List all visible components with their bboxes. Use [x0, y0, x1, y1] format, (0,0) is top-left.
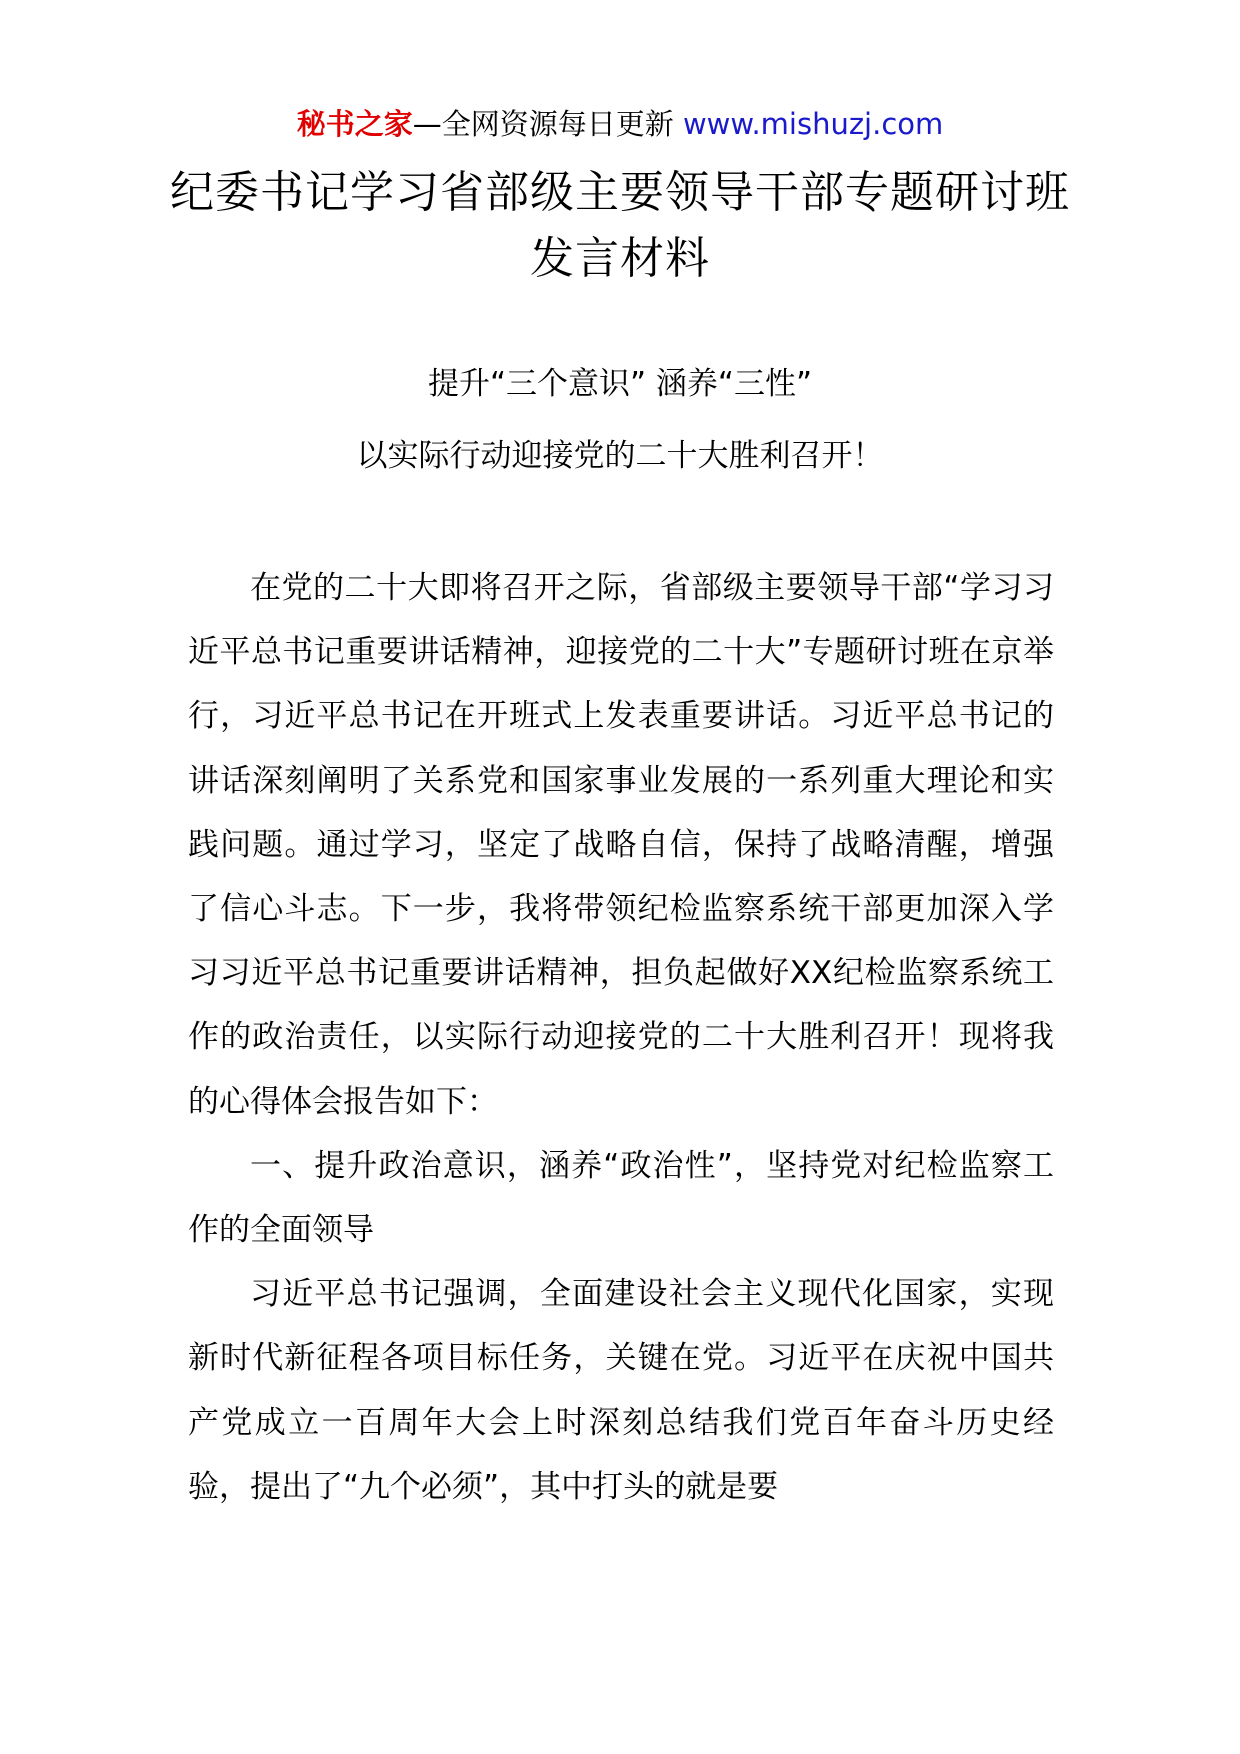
header-tagline: —全网资源每日更新 [412, 107, 674, 141]
brand-name: 秘书之家 [296, 107, 413, 141]
section-heading-1: 一、提升政治意识，涵养“政治性”，坚持党对纪检监察工作的全面领导 [188, 1147, 1054, 1249]
subtitle-line-1: 提升“三个意识” 涵养“三性” [427, 366, 813, 402]
body-paragraph-intro: 在党的二十大即将召开之际，省部级主要领导干部“学习习近平总书记重要讲话精神，迎接党的二十大”专题研讨班在京举行，习近平总书记在开班式上发表重要讲话。习近平总书记的讲话深刻阐明了关系党和国家事业发展的一系列重大理论和实践问题。通过学习，坚定了战略自信，保持了战略清醒，增强了信心斗志。下一步，我将带领纪检监察系统干部更加深入学习习近平总书记重要讲话精神，担负起做好XX纪检监察系统工作的政治责任，以实际行动迎接党的二十大胜利召开！现将我的心得体会报告如下： [188, 570, 1054, 1120]
subtitle-line-2: 以实际行动迎接党的二十大胜利召开！ [356, 438, 884, 474]
body-paragraph-section-1: 习近平总书记强调，全面建设社会主义现代化国家，实现新时代新征程各项目标任务，关键在党。习近平在庆祝中国共产党成立一百周年大会上时深刻总结我们党百年奋斗历史经验，提出了“九个必须”，其中打头的就是要 [188, 1276, 1054, 1505]
document-body [188, 556, 1054, 1519]
document-title: 纪委书记学习省部级主要领导干部专题研讨班发言材料 [170, 167, 1070, 284]
site-url-link[interactable]: www.mishuzj.com [682, 107, 944, 141]
site-header [0, 104, 1240, 144]
